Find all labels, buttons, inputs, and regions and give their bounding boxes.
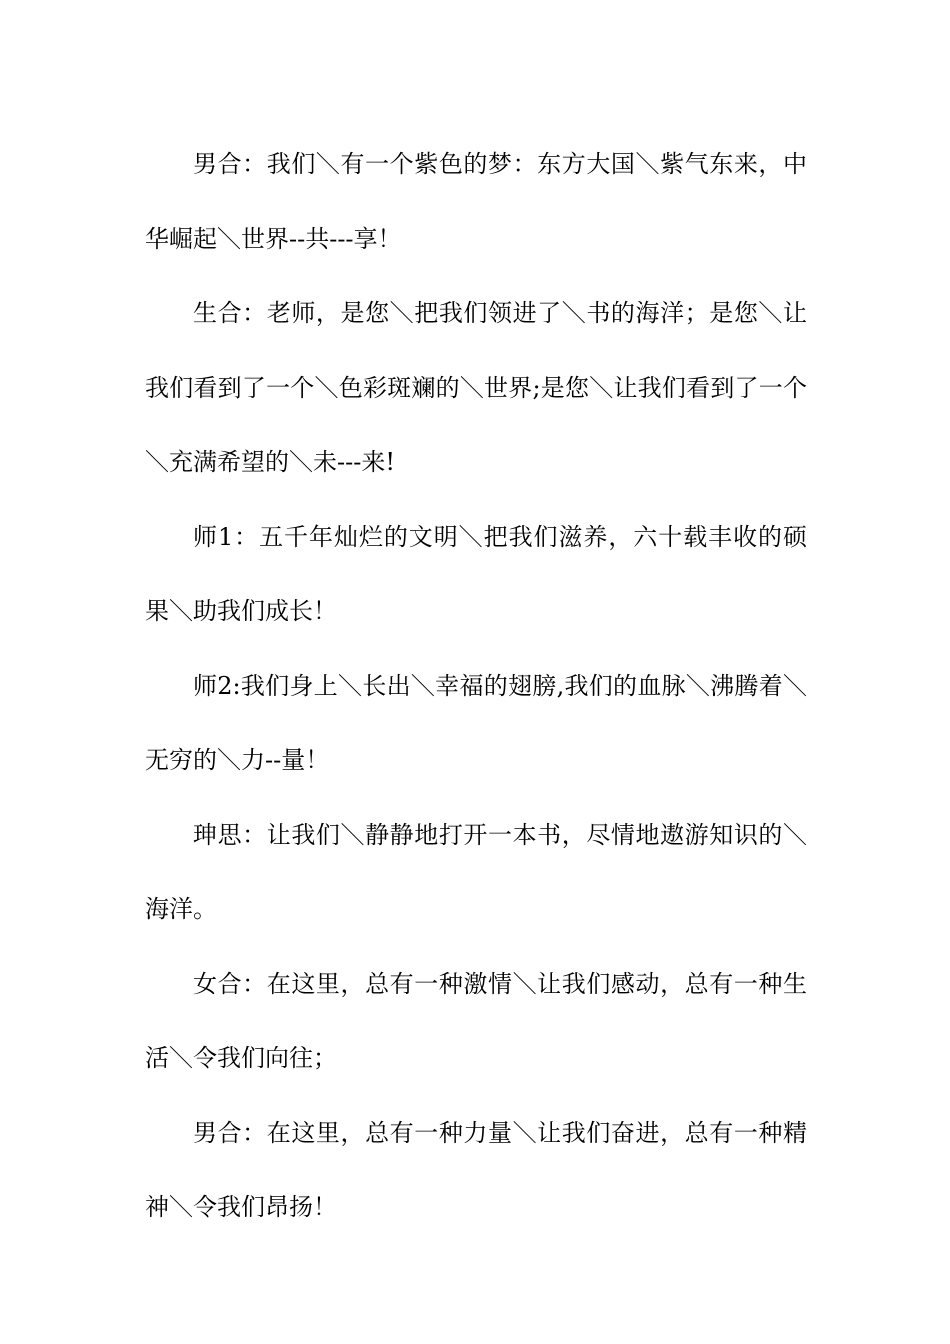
paragraph-male-chorus-dream: 男合：我们＼有一个紫色的梦：东方大国＼紫气东来，中华崛起＼世界--共---享！	[145, 150, 807, 253]
document-body	[145, 127, 807, 1245]
paragraph-student-chorus: 生合：老师，是您＼把我们领进了＼书的海洋；是您＼让我们看到了一个＼色彩斑斓的＼世界;是您＼让我们看到了一个＼充满希望的＼未---来!	[145, 299, 807, 476]
paragraph-male-chorus-spirit: 男合：在这里，总有一种力量＼让我们奋进，总有一种精神＼令我们昂扬！	[145, 1118, 807, 1221]
paragraph-teacher-2: 师2:我们身上＼长出＼幸福的翅膀,我们的血脉＼沸腾着＼无穷的＼力--量！	[145, 671, 807, 774]
paragraph-teacher-1: 师1：五千年灿烂的文明＼把我们滋养，六十载丰收的硕果＼助我们成长！	[145, 522, 807, 625]
paragraph-female-chorus: 女合：在这里，总有一种激情＼让我们感动，总有一种生活＼令我们向往；	[145, 969, 807, 1072]
paragraph-shensi: 珅思：让我们＼静静地打开一本书，尽情地遨游知识的＼海洋。	[145, 820, 807, 923]
